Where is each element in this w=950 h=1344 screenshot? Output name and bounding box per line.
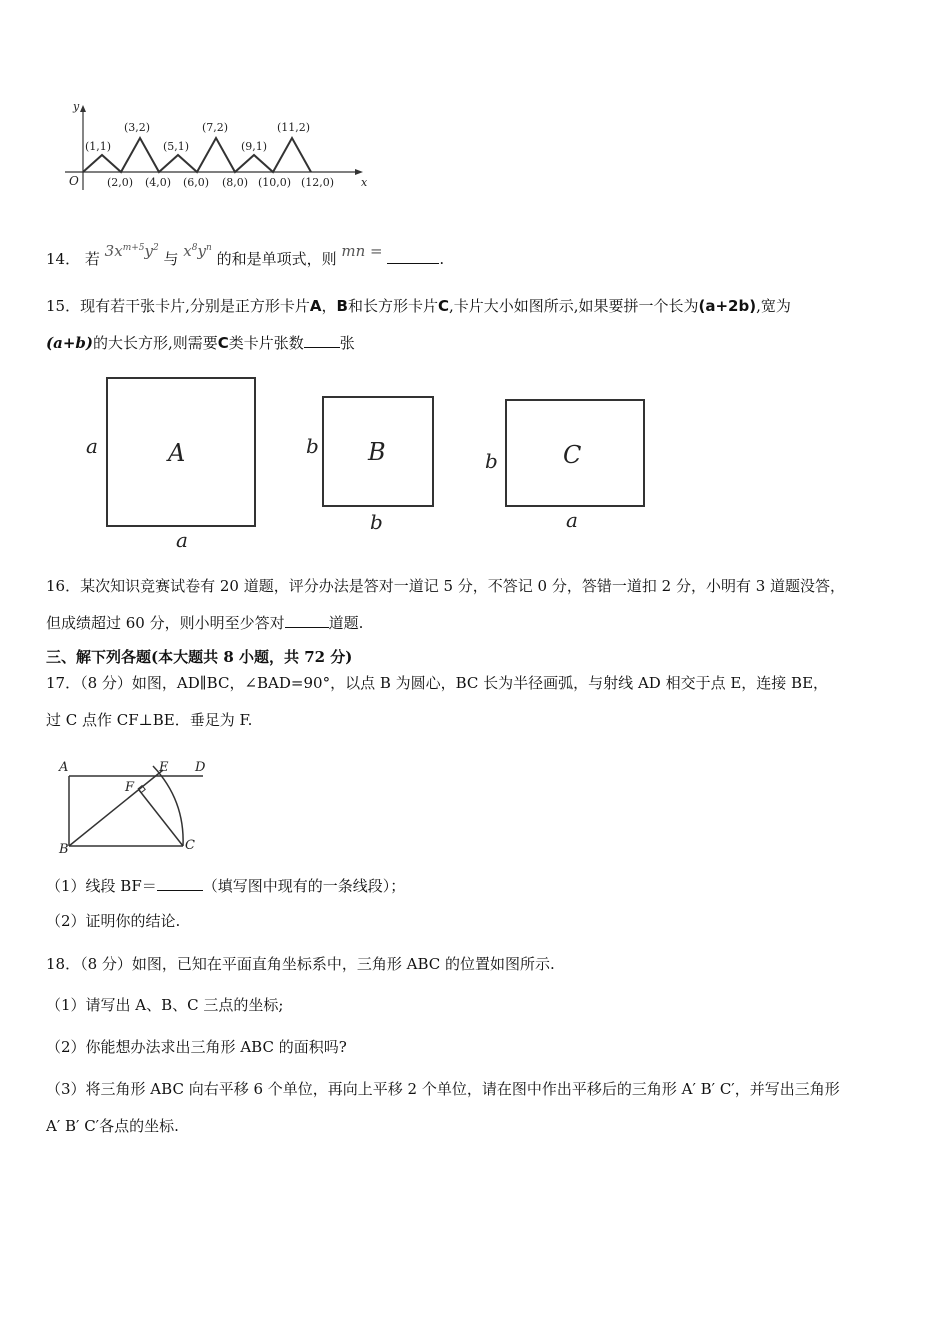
q14-text: 的和是单项式，则	[216, 250, 337, 268]
card-c-label: C	[563, 441, 582, 469]
question-16-line-1	[46, 576, 845, 596]
q14-term2-var: x	[183, 242, 192, 260]
q14-term1-var2: y	[144, 242, 153, 260]
q14-term2	[183, 242, 216, 260]
q18-text: A′ B′ C′各点的坐标.	[46, 1117, 179, 1135]
q15-text: 和长方形卡片	[347, 297, 438, 315]
question-number: 15．	[46, 297, 81, 315]
q14-term1-exp2: 2	[152, 243, 159, 253]
question-18-sub-2	[46, 1037, 347, 1057]
q15-card-c: C	[437, 297, 449, 315]
card-b-label: B	[368, 438, 386, 466]
question-18-sub-3-line-1	[46, 1079, 840, 1099]
question-14	[46, 242, 445, 269]
question-18-line-1	[46, 954, 555, 974]
q14-mn: mn =	[341, 242, 383, 260]
q17-text: （1）线段 BF＝	[46, 877, 157, 895]
base-label: (4,0)	[145, 176, 172, 189]
q18-text: 18．（8 分）如图，已知在平面直角坐标系中，三角形 ABC 的位置如图所示.	[46, 955, 555, 973]
q15-text: 张	[339, 334, 355, 352]
point-b-label: B	[59, 842, 69, 857]
q14-text: 与	[163, 250, 179, 268]
q17-text: 过 C 点作 CF⊥BE．垂足为 F.	[46, 711, 253, 729]
section-title: 三、解下列各题(本大题共 8 小题，共 72 分)	[46, 648, 353, 666]
q15-card-b: B	[336, 297, 348, 315]
answer-blank[interactable]	[157, 876, 203, 891]
q17-text: （2）证明你的结论.	[46, 912, 181, 930]
base-label: (10,0)	[258, 176, 292, 189]
q18-text: （1）请写出 A、B、C 三点的坐标;	[46, 996, 284, 1014]
q15-text: 类卡片张数	[228, 334, 304, 352]
card-a-side-bottom: a	[176, 528, 188, 552]
question-17-sub-1	[46, 876, 405, 896]
base-label: (6,0)	[183, 176, 210, 189]
card-a-label: A	[168, 439, 186, 467]
q14-term2-var2: y	[197, 242, 206, 260]
q14-text: 若	[84, 250, 100, 268]
card-c-side-bottom: a	[566, 508, 578, 532]
q17-figure	[55, 760, 215, 860]
card-c	[505, 399, 645, 507]
question-16-line-2	[46, 613, 363, 633]
q15-length: (a+2b)	[698, 297, 757, 315]
question-17-line-1	[46, 673, 828, 693]
base-label: (12,0)	[301, 176, 335, 189]
q14-term2-exp2: n	[205, 243, 212, 253]
point-f-label: F	[125, 780, 135, 795]
card-b	[322, 396, 434, 507]
zigzag-graph	[55, 100, 375, 195]
y-axis-label: y	[73, 100, 80, 113]
x-axis-arrow	[355, 169, 363, 175]
q16-text: 16．某次知识竞赛试卷有 20 道题，评分办法是答对一道记 5 分，不答记 0 分，答错一道扣 2 分，小明有 3 道题没答，	[46, 577, 846, 595]
peak-label: (1,1)	[85, 140, 112, 153]
answer-blank[interactable]	[387, 249, 439, 264]
q14-term1-coef: 3	[104, 242, 115, 260]
card-b-side-left: b	[306, 434, 319, 458]
card-c-side-left: b	[485, 449, 498, 473]
y-axis-arrow	[80, 105, 86, 112]
q16-text: 但成绩超过 60 分，则小明至少答对	[46, 614, 285, 632]
zigzag-line	[83, 138, 311, 172]
q15-text: 现有若干张卡片,分别是正方形卡片	[80, 297, 310, 315]
question-number: 14．	[46, 250, 81, 268]
card-a	[106, 377, 256, 527]
answer-blank[interactable]	[304, 333, 340, 348]
q15-text: ，	[321, 297, 337, 315]
q16-text: 道题.	[328, 614, 364, 632]
peak-label: (11,2)	[277, 121, 311, 134]
q17-text: （填写图中现有的一条线段）；	[202, 877, 406, 895]
q18-text: （3）将三角形 ABC 向右平移 6 个单位，再向上平移 2 个单位，请在图中作出平移后的三角形 A′ B′ C′，并写出三角形	[46, 1080, 840, 1098]
point-c-label: C	[185, 838, 195, 853]
point-a-label: A	[59, 760, 69, 775]
question-15-line-1	[46, 296, 791, 316]
line-cf	[139, 790, 183, 846]
origin-label: O	[69, 174, 79, 188]
peak-label: (7,2)	[202, 121, 229, 134]
q14-term2-exp: 8	[191, 243, 198, 253]
q15-card-c: C	[217, 334, 229, 352]
q15-text: ,宽为	[756, 297, 791, 315]
x-axis-label: x	[361, 176, 368, 189]
q14-term1-exp: m+5	[122, 243, 145, 253]
question-17-sub-2	[46, 911, 180, 931]
q15-card-a: A	[309, 297, 322, 315]
base-label: (2,0)	[107, 176, 134, 189]
peak-label: (9,1)	[241, 140, 268, 153]
q14-term1	[105, 242, 164, 260]
card-a-side-left: a	[86, 434, 98, 458]
q14-term1-var: x	[114, 242, 123, 260]
q15-text: 的大长方形,则需要	[92, 334, 218, 352]
question-18-sub-1	[46, 995, 283, 1015]
peak-label: (3,2)	[124, 121, 151, 134]
q17-text: 17．（8 分）如图，AD∥BC，∠BAD=90°，以点 B 为圆心，BC 长为半径画弧，与射线 AD 相交于点 E，连接 BE，	[46, 674, 829, 692]
arc-ec	[153, 766, 183, 846]
card-b-side-bottom: b	[370, 510, 383, 534]
answer-blank[interactable]	[285, 613, 329, 628]
question-17-line-2	[46, 710, 252, 730]
point-d-label: D	[195, 760, 206, 775]
q14-text: .	[439, 250, 445, 268]
q15-text: ,卡片大小如图所示,如果要拼一个长为	[448, 297, 699, 315]
q15-width: (a+b)	[46, 334, 93, 352]
base-label: (8,0)	[222, 176, 249, 189]
question-18-sub-3-line-2	[46, 1116, 179, 1136]
line-be	[69, 770, 163, 846]
q18-text: （2）你能想办法求出三角形 ABC 的面积吗?	[46, 1038, 347, 1056]
peak-label: (5,1)	[163, 140, 190, 153]
point-e-label: E	[159, 760, 169, 775]
question-15-line-2	[46, 333, 355, 353]
